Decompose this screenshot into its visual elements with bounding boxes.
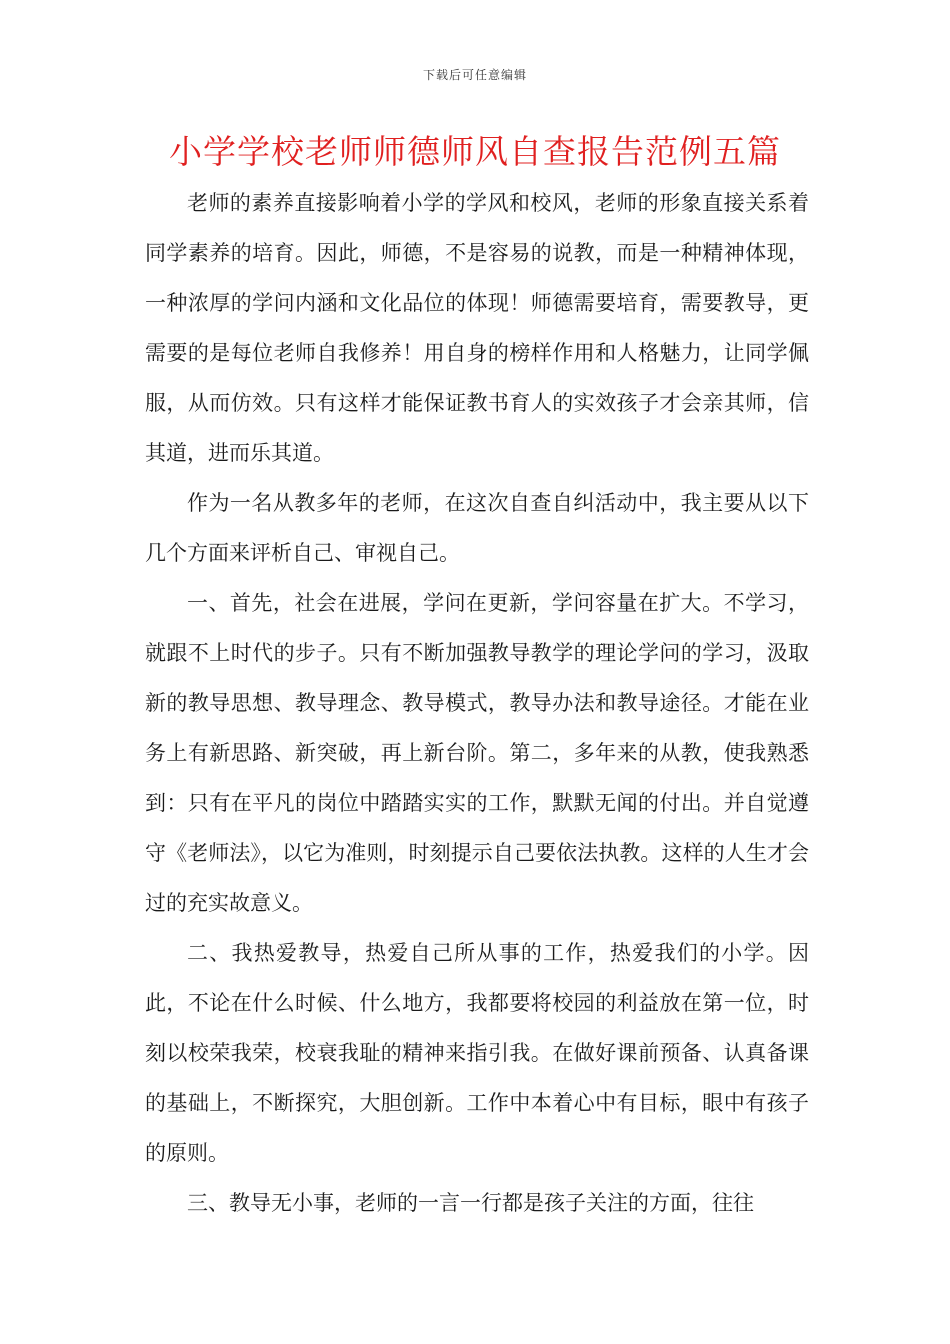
- paragraph-self-review: 作为一名从教多年的老师，在这次自查自纠活动中，我主要从以下几个方面来评析自己、审视自己。: [145, 491, 809, 565]
- document-title: 小学学校老师师德师风自查报告范例五篇: [169, 132, 781, 171]
- paragraph-point-two: 二、我热爱教导，热爱自己所从事的工作，热爱我们的小学。因此，不论在什么时候、什么地方，我都要将校园的利益放在第一位，时刻以校荣我荣，校衰我耻的精神来指引我。在做好课前预备、认真备课的基础上，不断探究，大胆创新。工作中本着心中有目标，眼中有孩子的原则。: [145, 941, 809, 1165]
- document-body: [145, 178, 809, 1228]
- header-note: 下载后可任意编辑: [422, 68, 527, 82]
- paragraph-point-one: 一、首先，社会在进展，学问在更新，学问容量在扩大。不学习，就跟不上时代的步子。只有不断加强教导教学的理论学问的学习，汲取新的教导思想、教导理念、教导模式，教导办法和教导途径。才能在业务上有新思路、新突破，再上新台阶。第二，多年来的从教，使我熟悉到：只有在平凡的岗位中踏踏实实的工作，默默无闻的付出。并自觉遵守《老师法》，以它为准则，时刻提示自己要依法执教。这样的人生才会过的充实故意义。: [145, 591, 809, 915]
- paragraph-point-three: 三、教导无小事，老师的一言一行都是孩子关注的方面，往往: [187, 1191, 754, 1215]
- paragraph-intro: 老师的素养直接影响着小学的学风和校风，老师的形象直接关系着同学素养的培育。因此，师德，不是容易的说教，而是一种精神体现，一种浓厚的学问内涵和文化品位的体现！师德需要培育，需要教导，更需要的是每位老师自我修养！用自身的榜样作用和人格魅力，让同学佩服，从而仿效。只有这样才能保证教书育人的实效孩子才会亲其师，信其道，进而乐其道。: [145, 191, 809, 465]
